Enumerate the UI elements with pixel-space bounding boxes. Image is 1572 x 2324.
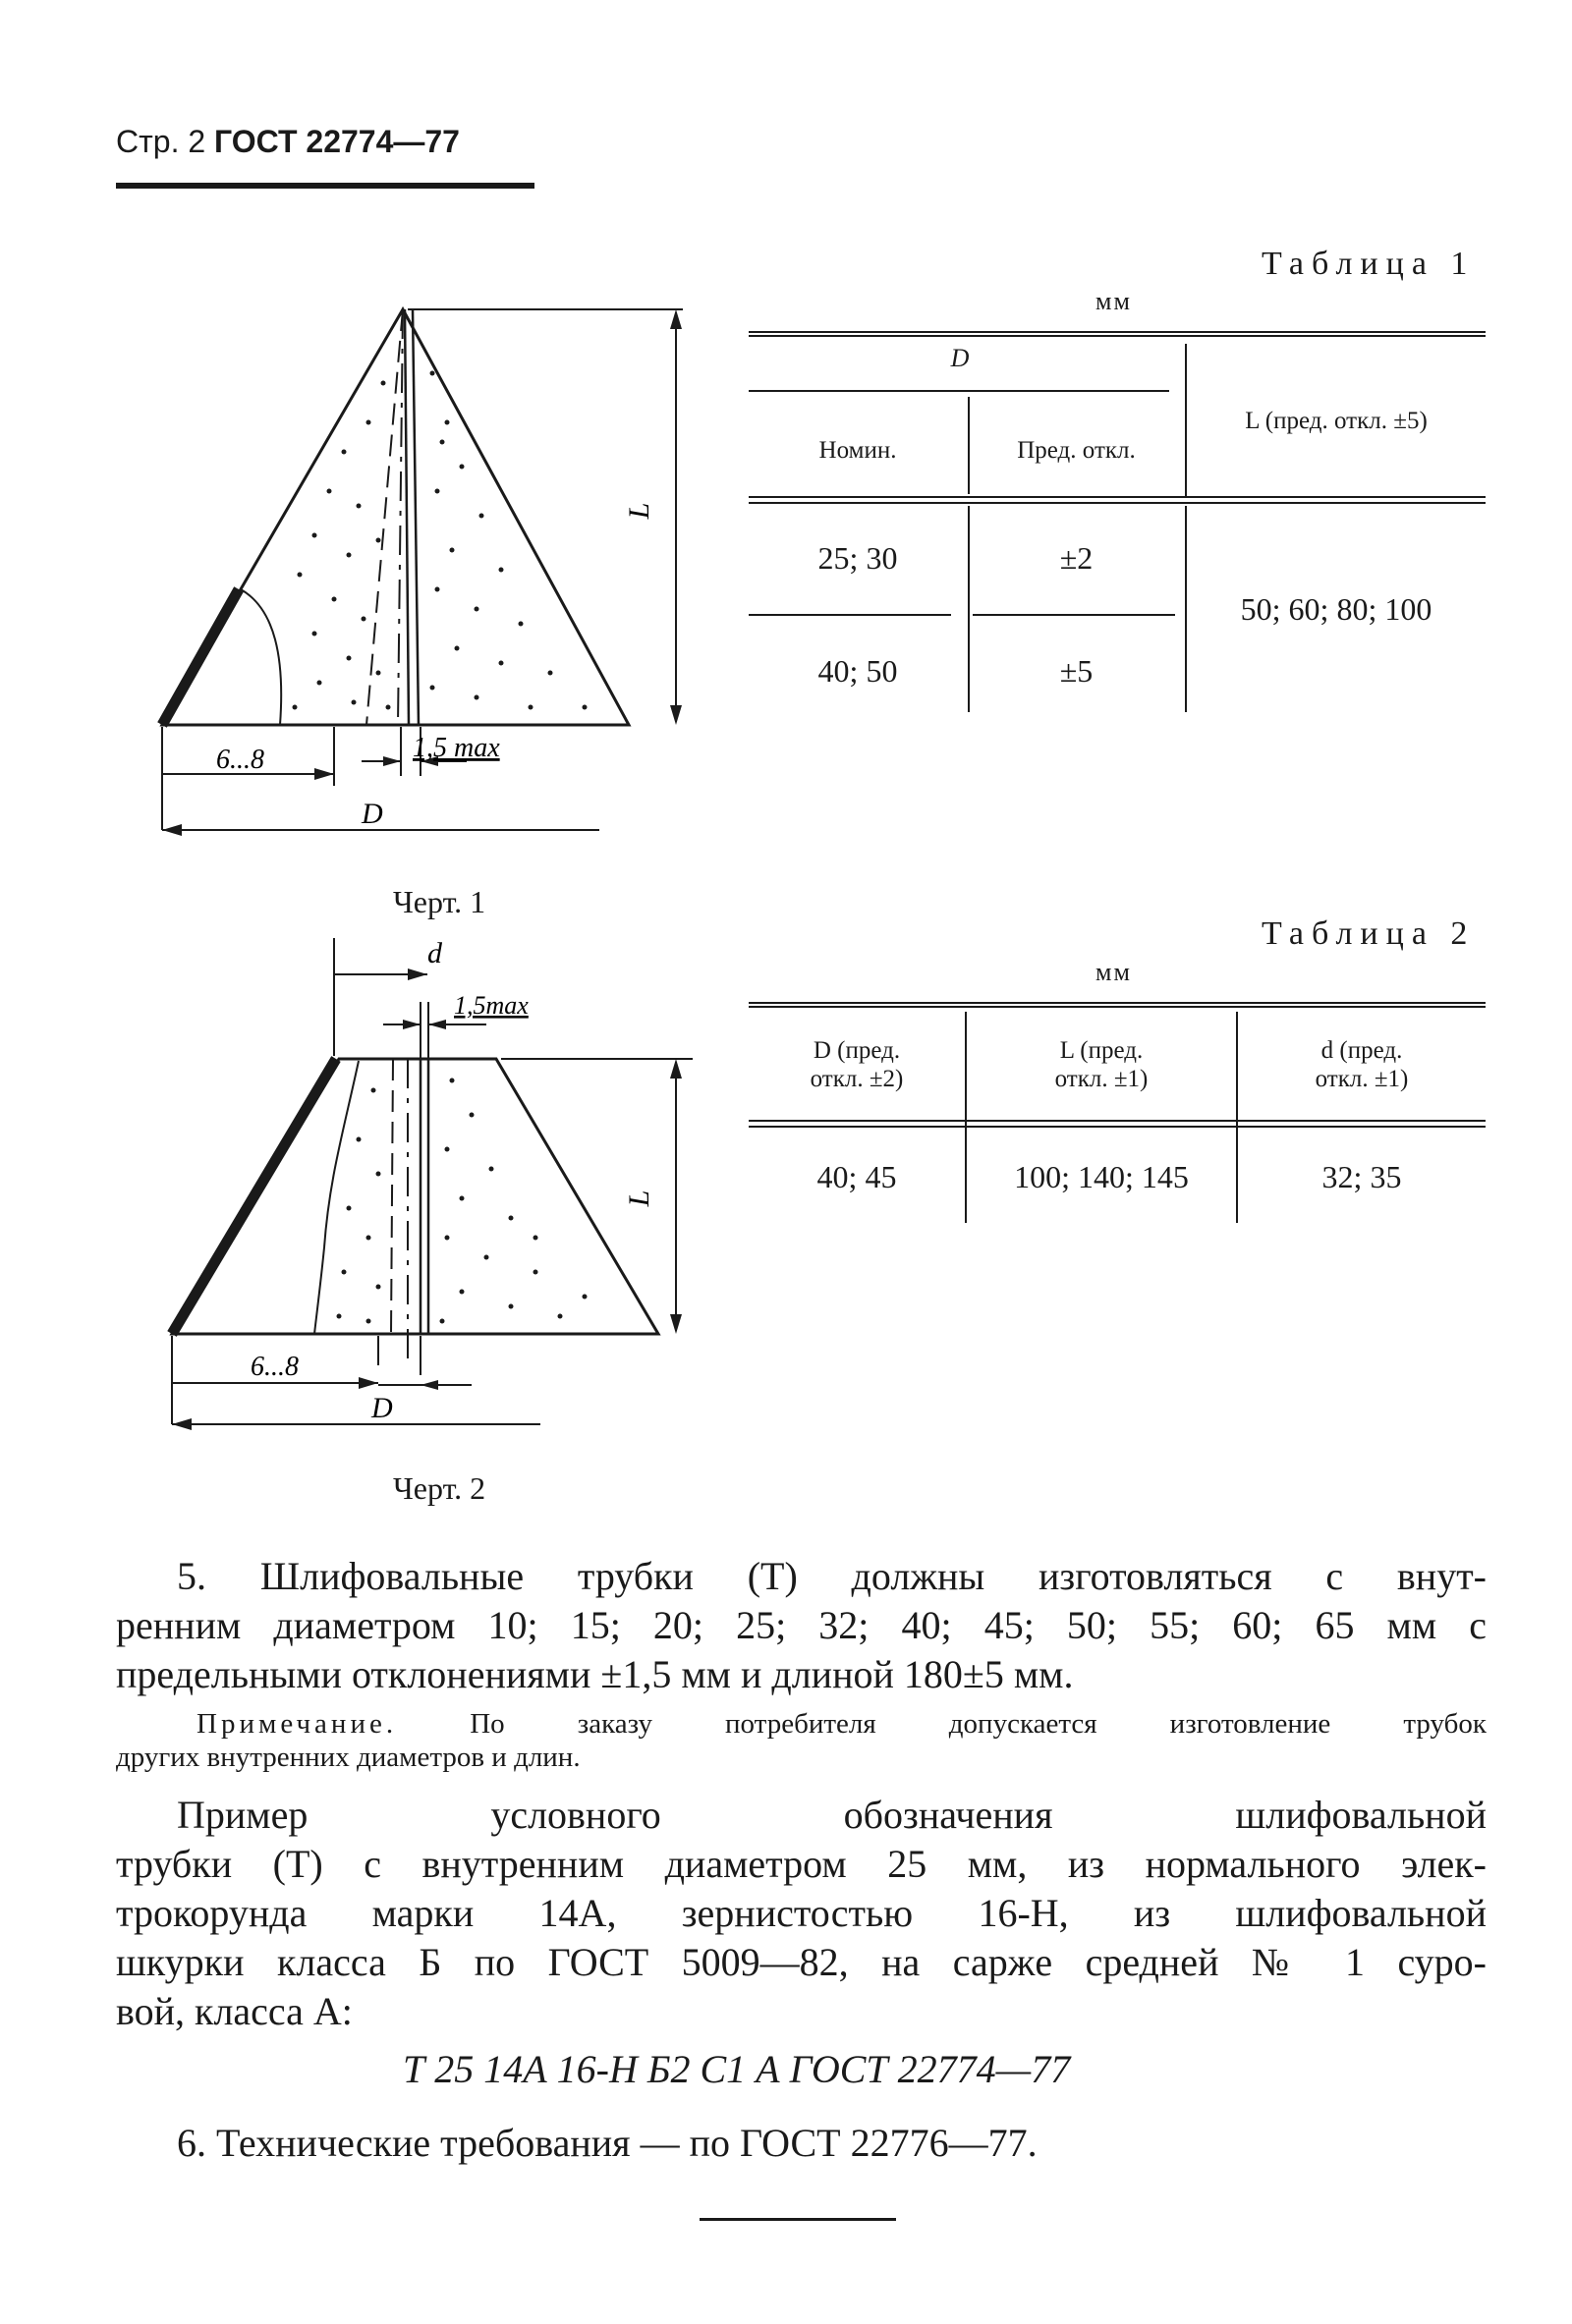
fig2-height-label: L: [623, 1190, 655, 1207]
end-divider: [700, 2218, 896, 2221]
overlap-line-1: [405, 309, 409, 725]
clause-5: 5. Шлифовальные трубки (Т) должны изготовляться с внут- ренним диаметром 10; 15; 20; 25; 32; 40; 45; 50; 55; 60; 65 мм с предельными отклонениями ±1,5 мм и длиной 180±5 мм.: [116, 1554, 1487, 1696]
table-2-col-d: d (пред. откл. ±1): [1315, 1037, 1409, 1092]
header-underline: [116, 183, 534, 189]
fig2-edge-label: 6...8: [251, 1352, 299, 1382]
figure-1-caption: Черт. 1: [393, 884, 486, 919]
table-2-col-L: L (пред. откл. ±1): [1054, 1037, 1149, 1092]
centre-line: [398, 309, 403, 725]
table-1-row-2-tolerance: ±5: [1059, 653, 1094, 689]
table-1-length-values: 50; 60; 80; 100: [1240, 591, 1432, 627]
table-1-col-nominal: Номин.: [818, 437, 897, 464]
table-1-row-1-nominal: 25; 30: [817, 540, 898, 576]
table-2-col-D: D (пред. откл. ±2): [810, 1037, 904, 1092]
designation-example: Пример условного обозначения шлифовальной трубки (Т) с внутренним диаметром 25 мм, из нормального элек- трокорунда марки 14А, зернистостью 16-Н, из шлифовальной шкурки класса Б по ГОСТ 5009—82, на саржe средней № 1 суро- вой, класса А:: [116, 1793, 1487, 2033]
designation-code: Т 25 14А 16-Н Б2 С1 А ГОСТ 22774—77: [403, 2047, 1071, 2091]
fig1-edge-label: 6...8: [216, 745, 264, 775]
table-1-col-length: L (пред. откл. ±5): [1245, 408, 1428, 434]
figure-2-caption: Черт. 2: [393, 1470, 486, 1506]
hidden-line: [391, 1059, 393, 1334]
cutaway-edge: [314, 1061, 359, 1334]
page-number: Стр. 2: [116, 124, 206, 159]
overlap-line-2: [413, 309, 419, 725]
cone-seam-edge: [172, 1059, 336, 1334]
figure-1-drawing: [138, 295, 727, 845]
hidden-line: [366, 309, 403, 725]
table-2-unit: мм: [1095, 958, 1132, 986]
table-2-value-D: 40; 45: [816, 1159, 897, 1194]
table-1-row-2-nominal: 40; 50: [817, 653, 898, 689]
table-1-col-tolerance: Пред. откл.: [1017, 437, 1136, 464]
table-1-group-header: D: [950, 344, 970, 372]
standard-code: ГОСТ 22774—77: [214, 124, 460, 159]
cone-outline: [162, 309, 629, 725]
fig1-height-label: L: [623, 502, 655, 520]
clause-6: 6. Технические требования — по ГОСТ 22776—77.: [177, 2121, 1038, 2165]
fig2-gap-label: 1,5max: [454, 991, 529, 1020]
abrasive-dots: [337, 1079, 588, 1324]
table-2-caption: Таблица 2: [1262, 915, 1476, 952]
fig2-diameter-label: D: [371, 1392, 393, 1424]
example-lead: Пример условного обозначения шлифовальной: [177, 1793, 1487, 1837]
note: Примечание. По заказу потребителя допускается изготовление трубок других внутренних диаметров и длин.: [116, 1708, 1488, 1773]
page-header: [116, 124, 460, 160]
note-label: Примечание.: [196, 1708, 398, 1740]
truncated-cone-outline: [172, 1059, 658, 1334]
table-2-value-L: 100; 140; 145: [1014, 1159, 1189, 1194]
figure-2-drawing: [147, 933, 737, 1483]
fig1-diameter-label: D: [362, 798, 383, 830]
table-1-row-1-tolerance: ±2: [1059, 540, 1094, 576]
cutaway-edge: [241, 589, 281, 725]
fig2-top-diameter-label: d: [427, 937, 442, 969]
cone-seam-edge: [162, 589, 239, 725]
table-2-value-d: 32; 35: [1321, 1159, 1402, 1194]
table-1-caption: Таблица 1: [1262, 246, 1476, 282]
table-1-unit: мм: [1095, 287, 1132, 315]
fig1-gap-label: 1,5 max: [413, 733, 500, 763]
